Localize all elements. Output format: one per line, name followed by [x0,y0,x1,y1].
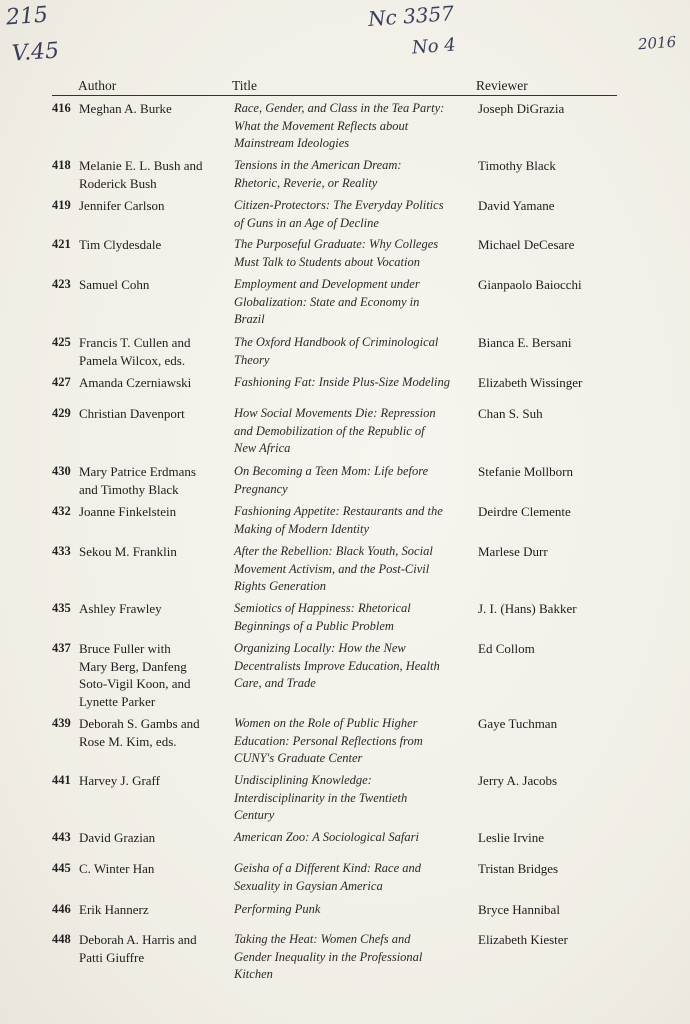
handwritten-note-issue: No 4 [411,34,457,59]
book-title: Women on the Role of Public Higher Education: Personal Reflections from CUNY's Graduate Center [234,716,423,765]
reviewer-name: Ed Collom [478,641,535,656]
reviewer-name: Elizabeth Wissinger [478,375,583,390]
page-number: 429 [52,406,71,420]
page-number: 418 [52,158,71,172]
author-name: Harvey J. Graff [79,773,160,788]
page-number: 432 [52,504,71,518]
page-number: 435 [52,601,71,615]
book-title: Geisha of a Different Kind: Race and Sexuality in Gaysian America [234,861,422,893]
page-number: 437 [52,641,71,655]
page-number: 439 [52,716,71,730]
page-number: 427 [52,375,71,389]
reviewer-name: Timothy Black [478,158,556,173]
header-divider [52,95,617,96]
book-title: On Becoming a Teen Mom: Life before Pregnancy [234,464,429,496]
reviewer-name: Stefanie Mollborn [478,464,573,479]
author-name: Tim Clydesdale [79,237,162,252]
page-number: 448 [52,932,71,946]
book-title: American Zoo: A Sociological Safari [234,830,419,844]
author-name: Sekou M. Franklin [79,544,177,559]
author-name: C. Winter Han [79,861,155,876]
book-title: Organizing Locally: How the New Decentralists Improve Education, Health Care, and Trade [234,641,440,690]
author-name: Deborah S. Gambs and Rose M. Kim, eds. [79,716,200,749]
book-title: Tensions in the American Dream: Rhetoric, Reverie, or Reality [234,158,402,190]
page-number: 445 [52,861,71,875]
reviewer-name: Michael DeCesare [478,237,575,252]
column-header-reviewer: Reviewer [476,78,528,93]
reviewer-name: Bryce Hannibal [478,902,560,917]
handwritten-note-215: 215 [5,2,49,31]
book-title: The Purposeful Graduate: Why Colleges Must Talk to Students about Vocation [234,237,439,269]
book-title: Citizen-Protectors: The Everyday Politics of Guns in an Age of Decline [234,198,444,230]
book-title: Fashioning Appetite: Restaurants and the Making of Modern Identity [234,504,443,536]
column-header-title: Title [232,78,258,93]
author-name: Bruce Fuller with Mary Berg, Danfeng Soto-Vigil Koon, and Lynette Parker [79,641,191,709]
book-title: The Oxford Handbook of Criminological Theory [234,335,439,367]
author-name: David Grazian [79,830,156,845]
reviewer-name: David Yamane [478,198,555,213]
author-name: Deborah A. Harris and Patti Giuffre [79,932,197,965]
author-name: Erik Hannerz [79,902,149,917]
author-name: Amanda Czerniawski [79,375,192,390]
page-number: 423 [52,277,71,291]
page-number: 425 [52,335,71,349]
book-title: After the Rebellion: Black Youth, Social Movement Activism, and the Post-Civil Rights Generation [234,544,433,593]
reviewer-name: Chan S. Suh [478,406,543,421]
author-name: Ashley Frawley [79,601,162,616]
author-name: Joanne Finkelstein [79,504,177,519]
page-number: 430 [52,464,71,478]
reviewer-name: Joseph DiGrazia [478,101,565,116]
handwritten-note-volume: V.45 [11,38,60,67]
author-name: Francis T. Cullen and Pamela Wilcox, eds. [79,335,191,368]
page-number: 416 [52,101,71,115]
reviewer-name: Marlese Durr [478,544,548,559]
handwritten-note-year: 2016 [637,32,677,54]
book-title: Semiotics of Happiness: Rhetorical Beginnings of a Public Problem [234,601,411,633]
handwritten-note-catalog: Nc 3357 [367,1,455,31]
book-title: Race, Gender, and Class in the Tea Party: What the Movement Reflects about Mainstream Ideologies [234,101,445,150]
page-number: 433 [52,544,71,558]
reviewer-name: Tristan Bridges [478,861,559,876]
reviewer-name: Gianpaolo Baiocchi [478,277,582,292]
book-title: Fashioning Fat: Inside Plus-Size Modeling [234,375,450,389]
book-title: Undisciplining Knowledge: Interdisciplinarity in the Twentieth Century [234,773,408,822]
reviewer-name: Leslie Irvine [478,830,545,845]
author-name: Mary Patrice Erdmans and Timothy Black [79,464,196,497]
book-title: Performing Punk [234,902,321,916]
book-title: Employment and Development under Globalization: State and Economy in Brazil [234,277,420,326]
author-name: Christian Davenport [79,406,185,421]
page-number: 419 [52,198,71,212]
reviewer-name: J. I. (Hans) Bakker [478,601,577,616]
column-header-author: Author [78,78,117,93]
page-number: 421 [52,237,71,251]
reviewer-name: Bianca E. Bersani [478,335,572,350]
author-name: Samuel Cohn [79,277,150,292]
page-number: 443 [52,830,71,844]
author-name: Meghan A. Burke [79,101,172,116]
author-name: Jennifer Carlson [79,198,165,213]
reviewer-name: Deirdre Clemente [478,504,571,519]
reviewer-name: Gaye Tuchman [478,716,558,731]
book-title: How Social Movements Die: Repression and Demobilization of the Republic of New Africa [234,406,436,455]
page-number: 441 [52,773,71,787]
book-title: Taking the Heat: Women Chefs and Gender Inequality in the Professional Kitchen [234,932,423,981]
author-name: Melanie E. L. Bush and Roderick Bush [79,158,203,191]
reviewer-name: Jerry A. Jacobs [478,773,558,788]
page-number: 446 [52,902,71,916]
reviewer-name: Elizabeth Kiester [478,932,568,947]
